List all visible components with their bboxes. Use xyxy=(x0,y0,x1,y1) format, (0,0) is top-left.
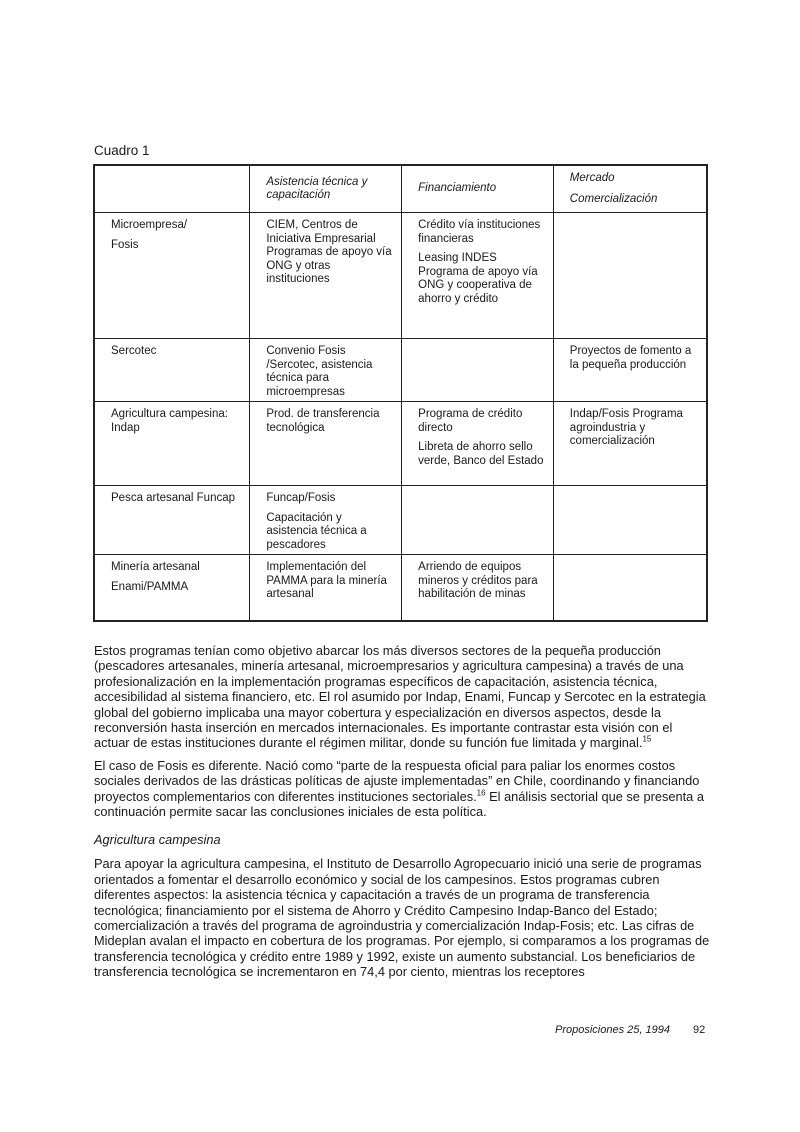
table-cell-label xyxy=(94,213,250,339)
cell-text: Microempresa/ xyxy=(111,219,188,231)
table-cell-asistencia xyxy=(250,402,402,486)
table-cell-mercado xyxy=(553,402,707,486)
header-text: Financiamiento xyxy=(418,182,497,195)
header-text: Mercado xyxy=(569,171,615,184)
cell-text: CIEM, Centros de Iniciativa Empresarial Programas de apoyo vía ONG y otras instituciones xyxy=(266,219,392,285)
table-row xyxy=(94,339,707,402)
header-cell-asistencia xyxy=(250,165,402,213)
table-cell-mercado xyxy=(553,486,707,555)
table-cell-label xyxy=(94,555,250,621)
table-cell-mercado xyxy=(553,555,707,621)
table-cell-asistencia xyxy=(250,339,402,402)
table-row xyxy=(94,402,707,486)
cell-text: Crédito vía instituciones financieras xyxy=(418,219,541,245)
table-row xyxy=(94,486,707,555)
header-cell-mercado xyxy=(553,165,707,213)
body-text-upper xyxy=(94,643,711,826)
header-text: Asistencia técnica y capacitación xyxy=(266,175,368,201)
footer-journal: Proposiciones 25, 1994 xyxy=(555,1024,670,1036)
cell-text: Libreta de ahorro sello verde, Banco del Estado xyxy=(418,441,544,467)
programs-table xyxy=(93,164,708,622)
header-text: Comercialización xyxy=(569,193,658,205)
table-cell-mercado xyxy=(553,339,707,402)
cell-text: Arriendo de equipos mineros y créditos para habilitación de minas xyxy=(418,561,538,600)
cell-text: Funcap/Fosis xyxy=(266,492,336,504)
table-cell-asistencia xyxy=(250,213,402,339)
table-cell-mercado xyxy=(553,213,707,339)
cell-text: Minería artesanal xyxy=(111,561,200,573)
cell-text: Pesca artesanal Funcap xyxy=(111,492,236,504)
table-cell-asistencia xyxy=(250,486,402,555)
paragraph: Para apoyar la agricultura campesina, el Instituto de Desarrollo Agropecuario inició una serie de programas orientados a fomentar el desarrollo económico y social de los campesinos. Estos programas cubren diferentes aspectos: la asistencia técnica y capacitación a través de un programa de transferencia tecnológica; financiamiento por el sistema de Ahorro y Crédito Campesino Indap-Banco del Estado; comercialización a través del programa de agroindustria y comercialización Indap-Fosis; etc. Las cifras de Mideplan avalan el impacto en cobertura de los programas. Por ejemplo, si comparamos a los programas de transferencia tecnológica y crédito entre 1989 y 1992, existe un aumento substancial. Los beneficiarios de transferencia tecnológica se incrementaron en 74,4 por ciento, mientras los receptores xyxy=(94,856,710,980)
page-number: 92 xyxy=(693,1024,706,1036)
table-cell-financiamiento xyxy=(402,339,554,402)
paragraph-text: Estos programas tenían como objetivo abarcar los más diversos sectores de la pequeña producción (pescadores artesanales, minería artesanal, microempresarios y agricultura campesina) a través de una profesionalización en la implementación programas específicos de capacitación, asistencia técnica, accesibilidad al sistema financiero, etc. El rol asumido por Indap, Enami, Funcap y Sercotec en la estrategia global del gobierno implicaba una mayor cobertura y especialización en diversos aspectos, desde la reconversión hasta inserción en mercados internacionales. Es importante contrastar esta visión con el actuar de estas instituciones durante el régimen militar, donde su función fue limitada y marginal. xyxy=(94,643,706,751)
footnote-ref: 15 xyxy=(642,735,652,745)
cell-text: Programa de crédito directo xyxy=(418,408,523,434)
cell-text: Leasing INDES Programa de apoyo vía ONG y cooperativa de ahorro y crédito xyxy=(418,252,538,305)
table-cell-asistencia xyxy=(250,555,402,621)
cell-text: Sercotec xyxy=(111,345,157,357)
cell-text: Agricultura campesina: Indap xyxy=(111,408,228,434)
body-text-lower xyxy=(94,832,711,987)
table-cell-label xyxy=(94,402,250,486)
paragraph xyxy=(94,643,711,751)
table-caption: Cuadro 1 xyxy=(94,143,150,158)
table-cell-label xyxy=(94,339,250,402)
paragraph-text: El caso de Fosis es diferente. Nació como “parte de la respuesta oficial para paliar los enormes costos sociales derivados de las drásticas políticas de ajuste implementadas” en Chile, coordinando y financiando proyectos complementarios con diferentes instituciones sectoriales. xyxy=(94,757,700,804)
cell-text: Enami/PAMMA xyxy=(111,580,189,593)
header-cell-sector xyxy=(94,165,250,213)
table-cell-financiamiento xyxy=(402,486,554,555)
header-cell-financiamiento xyxy=(402,165,554,213)
table-row xyxy=(94,213,707,339)
table-cell-financiamiento xyxy=(402,213,554,339)
table-cell-financiamiento xyxy=(402,555,554,621)
cell-text: Indap/Fosis Programa agroindustria y comercialización xyxy=(569,408,683,447)
cell-text: Proyectos de fomento a la pequeña producción xyxy=(569,345,692,371)
section-subheading: Agricultura campesina xyxy=(94,832,221,847)
cell-text: Fosis xyxy=(111,238,139,251)
table-cell-financiamiento xyxy=(402,402,554,486)
footnote-ref: 16 xyxy=(476,788,486,798)
table-row xyxy=(94,555,707,621)
paragraph-text: El análisis sectorial que se presenta a continuación permite sacar las conclusiones iniciales de esta política. xyxy=(94,788,704,820)
table-header-row xyxy=(94,165,707,213)
paragraph xyxy=(94,758,711,820)
cell-text: Implementación del PAMMA para la minería artesanal xyxy=(266,561,387,600)
cell-text: Prod. de transferencia tecnológica xyxy=(266,408,380,434)
table-cell-label xyxy=(94,486,250,555)
cell-text: Convenio Fosis /Sercotec, asistencia técnica para microempresas xyxy=(266,345,373,398)
cell-text: Capacitación y asistencia técnica a pescadores xyxy=(266,511,367,551)
